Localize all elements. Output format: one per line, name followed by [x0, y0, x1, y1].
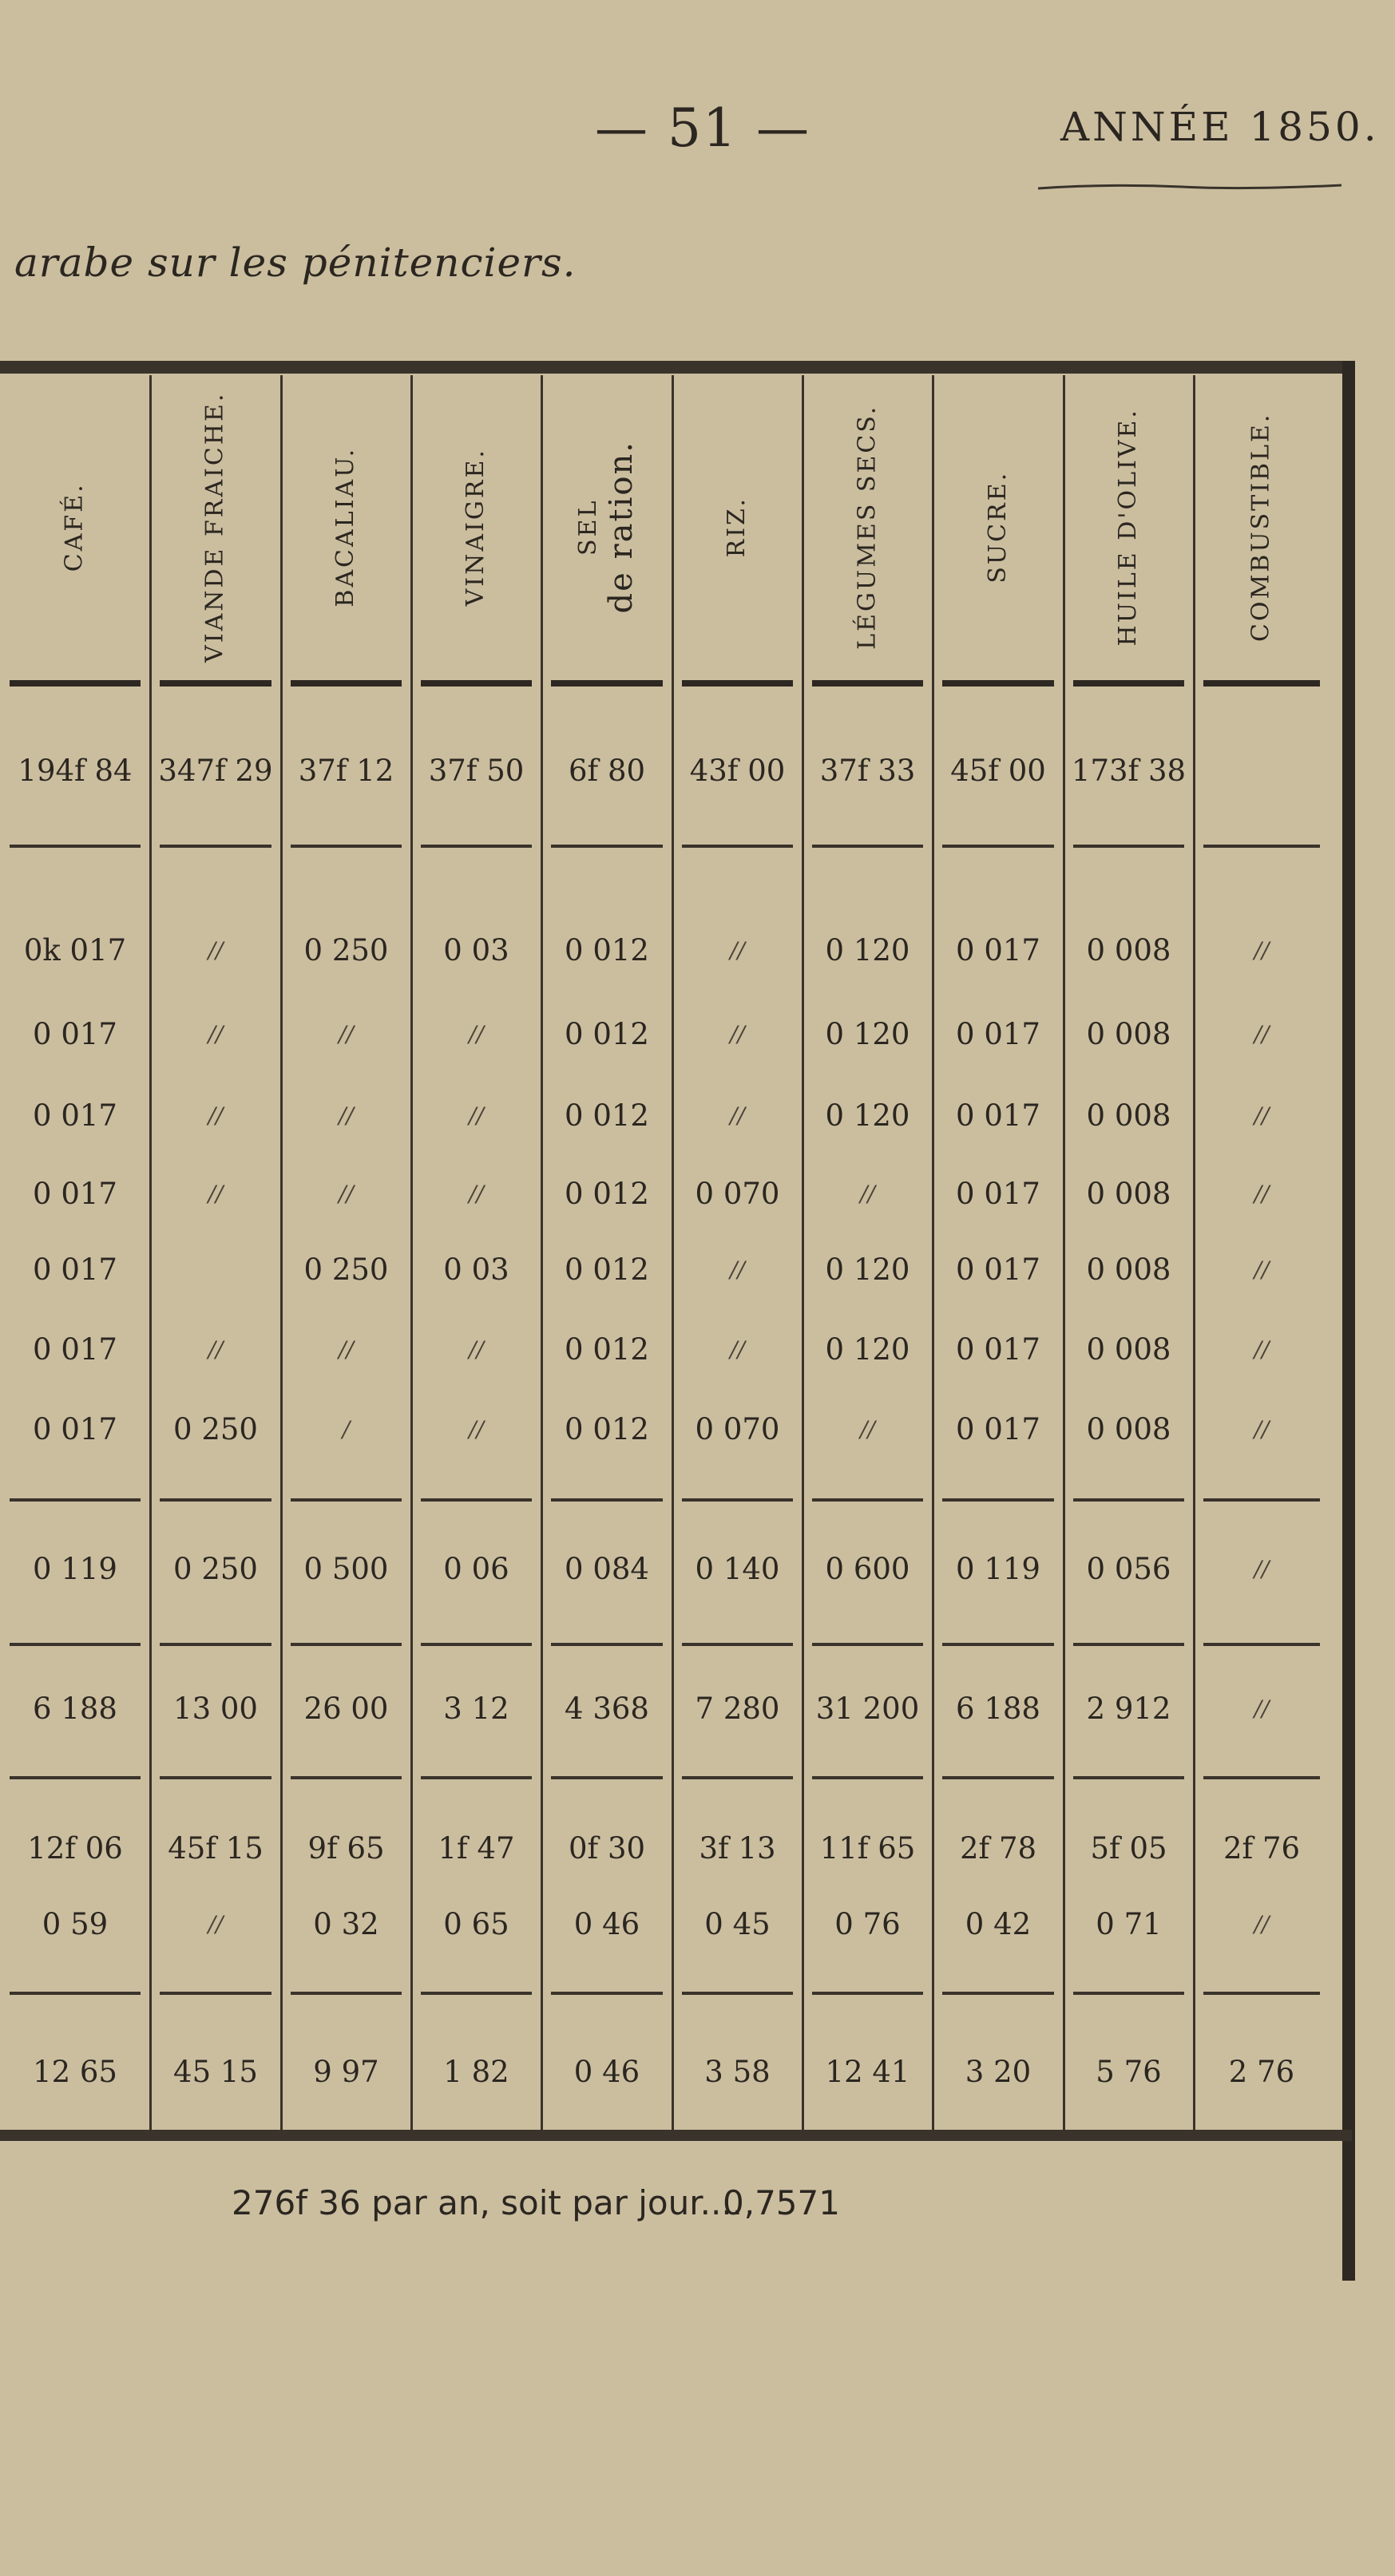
table-cell: // [1254, 1102, 1270, 1129]
table-cell: 3f 13 [699, 1830, 776, 1866]
table-cell: 6 188 [956, 1691, 1040, 1726]
table-cell: 0 120 [825, 1016, 910, 1051]
column-header-label: CAFÉ. [60, 482, 89, 572]
table-cell: 0 012 [565, 1016, 649, 1051]
table-cell: 2 912 [1086, 1691, 1171, 1726]
row-separator [1073, 1776, 1184, 1779]
row-separator [160, 1992, 271, 1995]
row-separator [291, 1776, 402, 1779]
column-header-label: HUILE D'OLIVE. [1114, 407, 1143, 647]
table-cell: 0 017 [956, 932, 1040, 967]
table-cell: // [1254, 1020, 1270, 1047]
table-cell: // [1254, 1180, 1270, 1207]
table-cell: // [208, 1180, 224, 1207]
row-separator [291, 680, 402, 687]
table-cell: 0 120 [825, 1252, 910, 1287]
table-cell: 0 008 [1086, 932, 1171, 967]
table-cell: // [1254, 1256, 1270, 1283]
row-separator [421, 1776, 532, 1779]
table-cell: 5f 05 [1090, 1830, 1167, 1866]
table-cell: // [730, 1335, 745, 1363]
row-separator [1073, 1643, 1184, 1646]
column-header-label: COMBUSTIBLE. [1246, 412, 1275, 642]
table-cell: 6f 80 [568, 753, 646, 788]
table-cell: 11f 65 [819, 1830, 916, 1866]
row-separator [160, 1643, 271, 1646]
column-header [933, 375, 1064, 679]
page-subtitle: arabe sur les pénitenciers. [14, 239, 577, 286]
row-separator [160, 680, 271, 687]
table-cell: 45f 00 [950, 753, 1046, 788]
table-cell: 0 017 [33, 1252, 117, 1287]
row-separator [942, 1992, 1054, 1995]
column-header [672, 375, 803, 679]
table-cell: 0 056 [1086, 1551, 1171, 1586]
table-cell: 0 500 [303, 1551, 389, 1586]
table-cell: // [469, 1180, 484, 1207]
column-header [150, 375, 281, 679]
row-separator [812, 1498, 923, 1502]
table-cell: // [339, 1180, 354, 1207]
table-cell: // [208, 1910, 224, 1937]
footer-value: 0,7571 [723, 2183, 840, 2222]
ornament-rule [1038, 182, 1341, 192]
table-cell: // [469, 1020, 484, 1047]
table-cell: 0 012 [565, 1176, 649, 1211]
row-separator [421, 1992, 532, 1995]
table-cell: 45 15 [173, 2054, 258, 2089]
table-cell: 0 06 [443, 1551, 509, 1586]
row-separator [812, 845, 923, 848]
row-separator [551, 845, 663, 848]
table-cell: 9 97 [313, 2054, 379, 2089]
table-cell: 12 41 [825, 2054, 910, 2089]
row-separator [551, 1992, 663, 1995]
row-separator [812, 680, 923, 687]
row-separator [421, 845, 532, 848]
table-cell: 0 008 [1086, 1098, 1171, 1133]
table-cell: // [730, 1256, 745, 1283]
row-separator [291, 1992, 402, 1995]
table-cell: // [730, 936, 745, 964]
column-header-label: VIANDE FRAICHE. [200, 391, 229, 663]
column-header [281, 375, 411, 679]
column-header [1194, 375, 1330, 679]
table-cell: 0 008 [1086, 1411, 1171, 1446]
table-cell [1194, 746, 1330, 794]
table-cell: // [469, 1102, 484, 1129]
year-label: ANNÉE 1850. [1060, 104, 1380, 150]
row-separator [551, 1643, 663, 1646]
table-cell: 3 20 [965, 2054, 1032, 2089]
column-header [1064, 375, 1194, 679]
row-separator [812, 1643, 923, 1646]
table-cell: 45f 15 [168, 1830, 264, 1866]
row-separator [421, 1498, 532, 1502]
column-header-label: RIZ. [723, 496, 751, 558]
table-cell: 0 42 [965, 1906, 1032, 1941]
table-cell: 0 084 [565, 1551, 649, 1586]
row-separator [10, 1643, 141, 1646]
row-separator [1073, 845, 1184, 848]
row-separator [682, 1992, 793, 1995]
row-separator [160, 845, 271, 848]
table-cell: // [860, 1180, 875, 1207]
column-header [0, 375, 150, 679]
row-separator [421, 1643, 532, 1646]
column-header [803, 375, 933, 679]
table-cell: 5 76 [1096, 2054, 1162, 2089]
row-separator [551, 1498, 663, 1502]
row-separator [942, 680, 1054, 687]
table-cell: 0 120 [825, 1098, 910, 1133]
table-cell: 0 46 [573, 1906, 640, 1941]
row-separator [10, 1776, 141, 1779]
table-cell: // [1254, 1555, 1270, 1582]
row-separator [942, 1776, 1054, 1779]
row-separator [1073, 1498, 1184, 1502]
row-separator [1203, 845, 1320, 848]
table-cell: 0 65 [443, 1906, 509, 1941]
table-cell: 0 250 [173, 1411, 258, 1446]
table-cell: 0 070 [695, 1411, 780, 1446]
table-cell: // [730, 1102, 745, 1129]
table-cell: 0 32 [313, 1906, 379, 1941]
row-separator [682, 1776, 793, 1779]
table-cell: 3 12 [443, 1691, 509, 1726]
table-cell: 0 59 [42, 1906, 109, 1941]
table-cell: 7 280 [695, 1691, 780, 1726]
table-cell: // [1254, 1910, 1270, 1937]
table-cell: // [469, 1335, 484, 1363]
table-cell: 0 76 [834, 1906, 901, 1941]
footer-summary [232, 2183, 840, 2222]
table-cell: // [208, 936, 224, 964]
column-header-label: BACALIAU. [331, 446, 360, 607]
table-cell: 26 00 [303, 1691, 389, 1726]
table-cell: 0 250 [303, 932, 389, 967]
table-cell: 9f 65 [307, 1830, 385, 1866]
table-cell: // [208, 1102, 224, 1129]
table-cell: 43f 00 [689, 753, 786, 788]
table-cell: 0 03 [443, 1252, 509, 1287]
row-separator [1203, 1498, 1320, 1502]
row-separator [551, 1776, 663, 1779]
table-cell: 0 119 [956, 1551, 1040, 1586]
table-cell: 0 250 [303, 1252, 389, 1287]
table-cell: // [860, 1415, 875, 1442]
table-cell: 1 82 [443, 2054, 509, 2089]
table-cell: 13 00 [173, 1691, 258, 1726]
table-cell: 0 017 [33, 1176, 117, 1211]
table-cell: 0 017 [956, 1411, 1040, 1446]
table-cell: 37f 12 [298, 753, 394, 788]
table-cell: 0 017 [956, 1176, 1040, 1211]
table-cell: 0 008 [1086, 1252, 1171, 1287]
table-cell: 0 017 [33, 1411, 117, 1446]
table-cell: 37f 50 [428, 753, 525, 788]
column-header-sublabel: de ration. [602, 440, 640, 614]
table-cell: // [208, 1335, 224, 1363]
table-cell: 4 368 [565, 1691, 649, 1726]
row-separator [160, 1498, 271, 1502]
table-cell: 0 012 [565, 1332, 649, 1367]
table-cell: 0 017 [956, 1098, 1040, 1133]
table-cell: 0k 017 [23, 932, 127, 967]
table-cell: 0 012 [565, 1098, 649, 1133]
row-separator [1203, 680, 1320, 687]
row-separator [10, 1992, 141, 1995]
table-cell: // [730, 1020, 745, 1047]
table-cell: 0 070 [695, 1176, 780, 1211]
row-separator [942, 845, 1054, 848]
page-number: — 51 — [595, 97, 810, 159]
column-header-label: VINAIGRE. [462, 447, 490, 607]
table-cell: // [1254, 1335, 1270, 1363]
row-separator [942, 1643, 1054, 1646]
table-cell: 6 188 [33, 1691, 117, 1726]
table-cell: 0 017 [956, 1016, 1040, 1051]
row-separator [1073, 1992, 1184, 1995]
table-cell: 0 120 [825, 932, 910, 967]
table-cell: 2 76 [1228, 2054, 1295, 2089]
table-cell: 0 008 [1086, 1016, 1171, 1051]
column-header-label: SEL [573, 498, 602, 556]
table-cell: 0 012 [565, 1252, 649, 1287]
row-separator [1203, 1992, 1320, 1995]
row-separator [682, 1643, 793, 1646]
row-separator [682, 845, 793, 848]
table-cell: 31 200 [815, 1691, 920, 1726]
table-cell: 347f 29 [158, 753, 273, 788]
table-cell: 0 017 [956, 1332, 1040, 1367]
table-cell: / [342, 1415, 351, 1442]
table-cell: 12 65 [33, 2054, 117, 2089]
table-cell: 0 71 [1096, 1906, 1162, 1941]
row-separator [10, 845, 141, 848]
table-cell: 0 012 [565, 1411, 649, 1446]
table-cell: 0 008 [1086, 1332, 1171, 1367]
table-cell: 1f 47 [438, 1830, 515, 1866]
table-cell: 0 017 [33, 1016, 117, 1051]
footer-text: 276f 36 par an, soit par jour.... [232, 2183, 743, 2222]
row-separator [1203, 1643, 1320, 1646]
row-separator [682, 1498, 793, 1502]
column-header [411, 375, 541, 679]
table-cell: // [469, 1415, 484, 1442]
row-separator [812, 1992, 923, 1995]
table-cell: 0 45 [704, 1906, 771, 1941]
table-cell: 173f 38 [1071, 753, 1187, 788]
row-separator [682, 680, 793, 687]
table-cell: // [339, 1102, 354, 1129]
table-cell: 0 017 [956, 1252, 1040, 1287]
table-cell: 0 600 [825, 1551, 910, 1586]
row-separator [291, 1643, 402, 1646]
table-cell: 0 140 [695, 1551, 780, 1586]
table-cell: 0 012 [565, 932, 649, 967]
row-separator [160, 1776, 271, 1779]
table-cell: 12f 06 [27, 1830, 123, 1866]
table-cell: 194f 84 [18, 753, 133, 788]
column-header-label: SUCRE. [983, 470, 1012, 584]
row-separator [812, 1776, 923, 1779]
table-cell: 0 017 [33, 1098, 117, 1133]
table-cell: 0 250 [173, 1551, 258, 1586]
row-separator [421, 680, 532, 687]
table-cell: // [339, 1335, 354, 1363]
table-cell: 0 119 [33, 1551, 117, 1586]
row-separator [10, 1498, 141, 1502]
row-separator [10, 680, 141, 687]
table-cell: // [339, 1020, 354, 1047]
table-cell: 3 58 [704, 2054, 771, 2089]
row-separator [1203, 1776, 1320, 1779]
column-header [541, 375, 672, 679]
table-cell: 2f 76 [1223, 1830, 1301, 1866]
table-cell: // [1254, 936, 1270, 964]
row-separator [551, 680, 663, 687]
row-separator [1073, 680, 1184, 687]
row-separator [942, 1498, 1054, 1502]
table-cell: 0 120 [825, 1332, 910, 1367]
table-cell: 0 46 [573, 2054, 640, 2089]
table-cell: 0f 30 [568, 1830, 646, 1866]
table-cell: 37f 33 [819, 753, 916, 788]
row-separator [291, 845, 402, 848]
table-cell: 0 03 [443, 932, 509, 967]
table-cell [150, 1245, 281, 1293]
row-separator [291, 1498, 402, 1502]
table-cell: 0 017 [33, 1332, 117, 1367]
table-cell: 0 008 [1086, 1176, 1171, 1211]
table-cell: // [1254, 1415, 1270, 1442]
table-cell: // [208, 1020, 224, 1047]
table-cell: // [1254, 1695, 1270, 1722]
column-header-label: LÉGUMES SECS. [853, 404, 882, 650]
table-cell: 2f 78 [959, 1830, 1037, 1866]
